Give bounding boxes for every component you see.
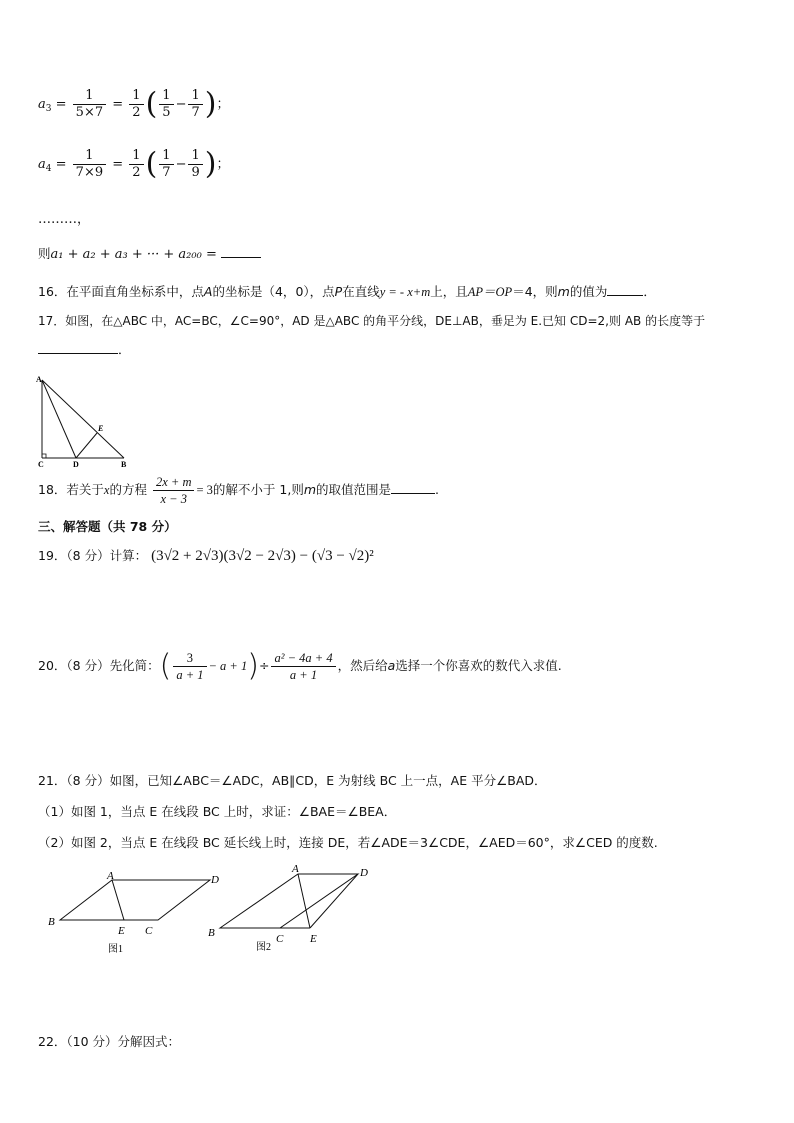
fig1-caption: 图1 xyxy=(108,944,123,955)
a4-formula: $a_4$ = $\frac{1}{7\times 9}$ = $\frac{1}{2}$ ( $\frac{1}{7}$ − $\frac{1}{9}$ )； xyxy=(38,146,230,182)
fig2-label-a: A xyxy=(292,863,299,875)
question-21-part-2: （2）如图 2，当点 E 在线段 BC 延长线上时，连接 DE，若∠ADE＝3∠CDE，∠AED＝60°，求∠CED 的度数. xyxy=(38,835,658,850)
label-c: C xyxy=(38,460,44,468)
label-b: B xyxy=(121,460,127,468)
segment-de xyxy=(76,433,97,458)
question-22: 22．（10 分）分解因式： xyxy=(38,1034,181,1049)
a3-fraction: $\frac{1}{5\times 7}$ xyxy=(73,88,106,121)
q18-answer-blank[interactable] xyxy=(391,493,435,494)
fig1-label-d: D xyxy=(211,874,219,886)
fig1-label-b: B xyxy=(48,916,55,928)
q19-expression: (3√2 + 2√3)(3√2 − 2√3) − (√3 − √2)² xyxy=(151,548,374,564)
fig2-caption: 图2 xyxy=(256,942,271,953)
sum-line: 则a₁ + a₂ + a₃ + ··· + a₂₀₀ = xyxy=(38,244,261,262)
question-19: 19．（8 分）计算： (3√2 + 2√3)(3√2 − 2√3) − (√3 − √2)² xyxy=(38,548,374,564)
a3-half: $\frac{1}{2}$ xyxy=(129,88,143,121)
question-16: 16．在平面直角坐标系中，点A的坐标是（4，0），点P在直线y = - x+m上，且AP＝OP＝4，则m的值为 ． xyxy=(38,284,656,299)
fig2-label-c: C xyxy=(276,933,284,945)
segment-ad xyxy=(42,380,76,458)
fig2-label-b: B xyxy=(208,927,215,939)
segment-ab xyxy=(42,380,124,458)
label-d: D xyxy=(73,460,79,468)
q20-fraction-2: $\frac{\text{a² − 4a + 4}}{a + 1}$ xyxy=(271,650,335,683)
sum-answer-blank[interactable] xyxy=(221,257,261,258)
q16-answer-blank[interactable] xyxy=(607,295,643,296)
parallelogram-abcd-1 xyxy=(60,880,210,920)
segment-de-2 xyxy=(310,874,358,928)
a4-half: $\frac{1}{2}$ xyxy=(129,148,143,181)
triangle-figure xyxy=(30,372,140,468)
question-21-part-1: （1）如图 1，当点 E 在线段 BC 上时，求证：∠BAE＝∠BEA． xyxy=(38,804,397,819)
figure-1 xyxy=(44,868,224,958)
a3-formula: $a_3$ = $\frac{1}{5\times 7}$ = $\frac{1}{2}$ ( $\frac{1}{5}$ − $\frac{1}{7}$ )； xyxy=(38,86,230,122)
question-18: 18．若关于x的方程 $\frac{2x + m}{x - 3}$ = 3的解不小于 1,则m的取值范围是 . xyxy=(38,475,440,506)
ellipsis-line: ………， xyxy=(38,212,91,227)
question-20: 20．（8 分）先化简：( $\frac{3}{a + 1}$ − a + 1)÷ $\frac{\text{a² − 4a + 4}}{a + 1}$ ，然后给a选择一个你喜欢的数代入求值. xyxy=(38,648,562,684)
figure-2 xyxy=(204,860,384,960)
segment-ae-2 xyxy=(298,874,310,928)
q20-fraction-1: $\frac{3}{a + 1}$ xyxy=(173,650,206,683)
section-3-heading: 三、解答题（共 78 分） xyxy=(38,519,177,534)
fig1-label-c: C xyxy=(145,925,153,937)
a4-fraction: $\frac{1}{7\times 9}$ xyxy=(73,148,106,181)
right-angle-mark xyxy=(42,454,46,458)
q17-answer-blank[interactable] xyxy=(38,353,118,354)
question-17-answer: ． xyxy=(38,340,131,358)
fig1-label-a: A xyxy=(107,870,114,882)
q18-fraction: $\frac{2x + m}{x - 3}$ xyxy=(153,474,195,507)
parallelogram-abcd-2 xyxy=(220,874,358,928)
label-e: E xyxy=(98,424,104,433)
segment-ae-1 xyxy=(112,880,124,920)
question-17: 17．如图，在△ABC 中，AC=BC，∠C=90°，AD 是△ABC 的角平分线，DE⊥AB，垂足为 E.已知 CD=2,则 AB 的长度等于 xyxy=(38,314,706,328)
label-a: A xyxy=(36,375,42,384)
fig1-label-e: E xyxy=(118,925,125,937)
fig2-label-e: E xyxy=(310,933,317,945)
fig2-label-d: D xyxy=(360,867,368,879)
question-21: 21．（8 分）如图，已知∠ABC＝∠ADC，AB∥CD，E 为射线 BC 上一点，AE 平分∠BAD． xyxy=(38,773,547,788)
